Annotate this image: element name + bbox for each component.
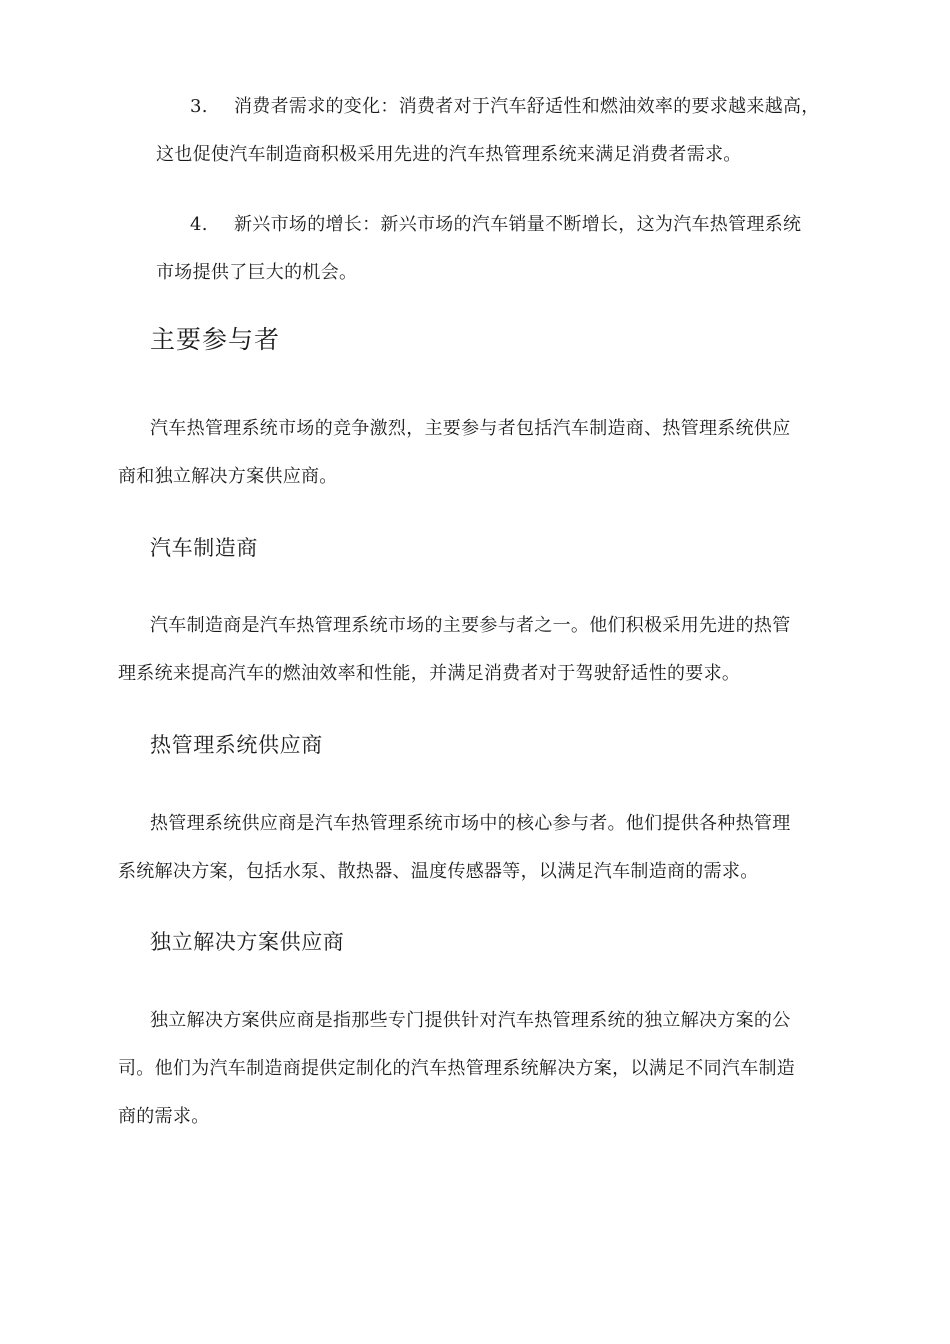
list-item-4-line-2: 市场提供了巨大的机会。 [156, 262, 358, 283]
subsection-heading-independent-suppliers: 独立解决方案供应商 [150, 930, 345, 954]
section-heading: 主要参与者 [150, 325, 281, 354]
thermal-suppliers-paragraph-line-1: 热管理系统供应商是汽车热管理系统市场中的核心参与者。他们提供各种热管理 [150, 813, 791, 834]
section-intro-line-2: 商和独立解决方案供应商。 [118, 466, 338, 487]
independent-suppliers-paragraph-line-1: 独立解决方案供应商是指那些专门提供针对汽车热管理系统的独立解决方案的公 [150, 1010, 791, 1031]
list-item-3-number: 3. [190, 96, 208, 117]
list-item-3-line-1 [190, 95, 820, 119]
thermal-suppliers-paragraph-line-2: 系统解决方案，包括水泵、散热器、温度传感器等，以满足汽车制造商的需求。 [118, 861, 759, 882]
section-intro-line-1: 汽车热管理系统市场的竞争激烈，主要参与者包括汽车制造商、热管理系统供应 [150, 418, 791, 439]
subsection-heading-thermal-suppliers: 热管理系统供应商 [150, 733, 323, 757]
automakers-paragraph-line-1: 汽车制造商是汽车热管理系统市场的主要参与者之一。他们积极采用先进的热管 [150, 615, 791, 636]
list-item-3-line-2: 这也促使汽车制造商积极采用先进的汽车热管理系统来满足消费者需求。 [156, 144, 742, 165]
independent-suppliers-paragraph-line-3: 商的需求。 [118, 1106, 210, 1127]
list-item-4-text: 新兴市场的增长：新兴市场的汽车销量不断增长，这为汽车热管理系统 [234, 214, 802, 235]
independent-suppliers-paragraph-line-2: 司。他们为汽车制造商提供定制化的汽车热管理系统解决方案，以满足不同汽车制造 [118, 1058, 796, 1079]
automakers-paragraph-line-2: 理系统来提高汽车的燃油效率和性能，并满足消费者对于驾驶舒适性的要求。 [118, 663, 741, 684]
list-item-4-number: 4. [190, 214, 208, 235]
list-item-4-line-1 [190, 213, 801, 237]
subsection-heading-automakers: 汽车制造商 [150, 536, 258, 560]
list-item-3-text: 消费者需求的变化：消费者对于汽车舒适性和燃油效率的要求越来越高， [234, 96, 820, 117]
